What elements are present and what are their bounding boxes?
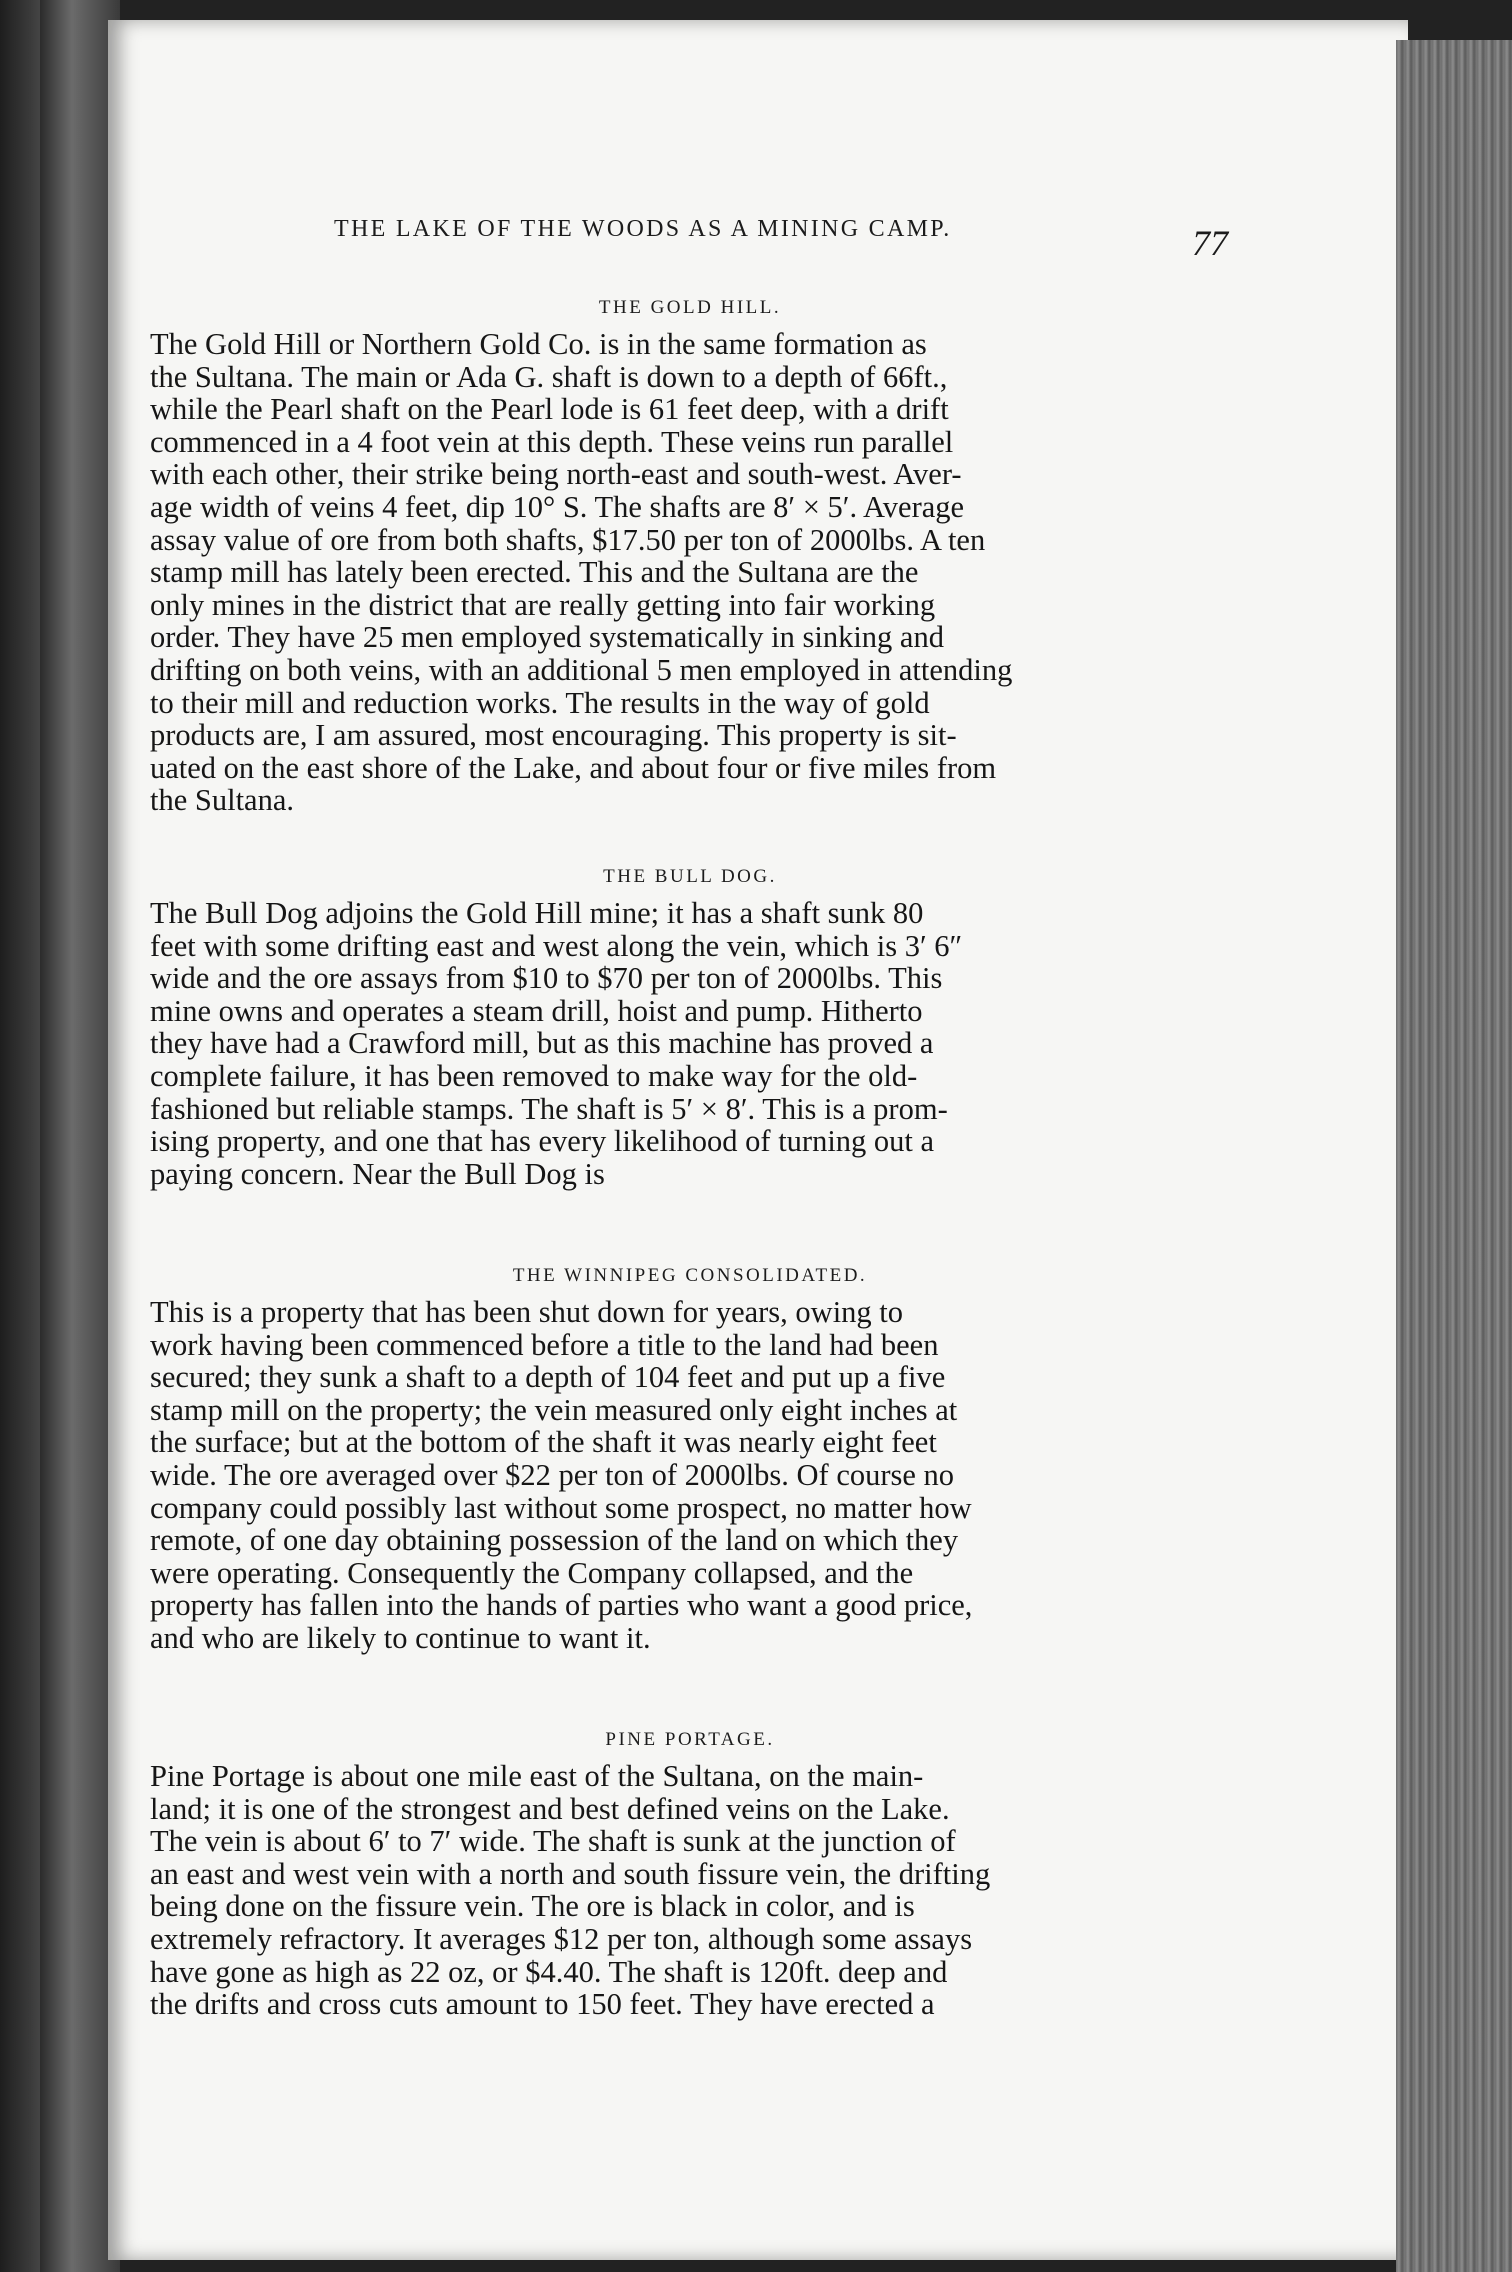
section-heading-pine-portage: PINE PORTAGE. <box>605 1729 775 1750</box>
section-heading-gold-hill: THE GOLD HILL. <box>598 297 782 318</box>
section-body-bull-dog: The Bull Dog adjoins the Gold Hill mine; it has a shaft sunk 80 feet with some drifting east and west along the vein, which is 3′ 6″ wide and the ore assays from $10 to $70 per ton of 2000lbs. This mine owns and operates a steam drill, hoist and pump. Hitherto they have had a Crawford mill, but as this machine has proved a complete failure, it has been removed to make way for the old- fashioned but reliable stamps. The shaft is 5′ × 8′. This is a prom- ising property, and one that has every likelihood of turning out a paying concern. Near the Bull Dog is <box>150 896 963 1191</box>
section-body-winnipeg-consolidated: This is a property that has been shut down for years, owing to work having been commenced before a title to the land had been secured; they sunk a shaft to a depth of 104 feet and put up a five stamp mill on the property; the vein measured only eight inches at the surface; but at the bottom of the shaft it was nearly eight feet wide. The ore averaged over $22 per ton of 2000lbs. Of course no company could possibly last without some prospect, no matter how remote, of one day obtaining possession of the land on which they were operating. Consequently the Company collapsed, and the property has fallen into the hands of parties who want a good price, and who are likely to continue to want it. <box>150 1295 973 1655</box>
section-heading-bull-dog: THE BULL DOG. <box>603 866 777 887</box>
page-number: 77 <box>1192 223 1228 263</box>
page-stack-edge <box>1396 40 1512 2272</box>
section-heading-winnipeg-consolidated: THE WINNIPEG CONSOLIDATED. <box>512 1265 868 1286</box>
section-body-pine-portage: Pine Portage is about one mile east of the Sultana, on the main- land; it is one of the strongest and best defined veins on the Lake. The vein is about 6′ to 7′ wide. The shaft is sunk at the junction of an east and west vein with a north and south fissure vein, the drifting being done on the fissure vein. The ore is black in color, and is extremely refractory. It averages $12 per ton, although some assays have gone as high as 22 oz, or $4.40. The shaft is 120ft. deep and the drifts and cross cuts amount to 150 feet. They have erected a <box>150 1759 991 2022</box>
section-body-gold-hill: The Gold Hill or Northern Gold Co. is in the same formation as the Sultana. The main or Ada G. shaft is down to a depth of 66ft., while the Pearl shaft on the Pearl lode is 61 feet deep, with a drift commenced in a 4 foot vein at this depth. These veins run parallel with each other, their strike being north-east and south-west. Aver- age width of veins 4 feet, dip 10° S. The shafts are 8′ × 5′. Average assay value of ore from both shafts, $17.50 per ton of 2000lbs. A ten stamp mill has lately been erected. This and the Sultana are the only mines in the district that are really getting into fair working order. They have 25 men employed systematically in sinking and drifting on both veins, with an additional 5 men employed in attending to their mill and reduction works. The results in the way of gold products are, I am assured, most encouraging. This property is sit- uated on the east shore of the Lake, and about four or five miles from the Sultana. <box>150 327 1013 818</box>
running-head: THE LAKE OF THE WOODS AS A MINING CAMP. <box>334 216 952 242</box>
